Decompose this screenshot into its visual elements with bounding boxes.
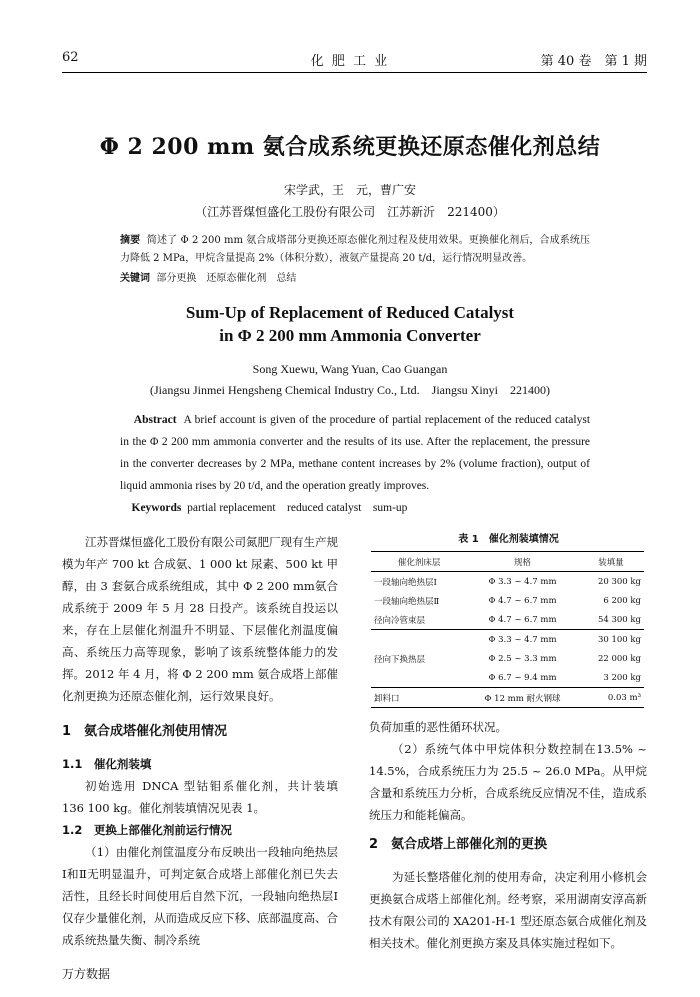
keywords-cn-text: 部分更换 还原态催化剂 总结 bbox=[156, 273, 297, 284]
section-1-1-heading: 1.1 催化剂装填 bbox=[62, 757, 152, 771]
table-cell: Φ 2.5 ~ 3.3 mm bbox=[488, 653, 557, 664]
right-continuation: 负荷加重的恶性循环状况。 bbox=[369, 720, 507, 734]
table-cell: 20 300 kg bbox=[597, 576, 641, 587]
table-cell: 6 200 kg bbox=[603, 595, 641, 606]
table-cell: 22 000 kg bbox=[597, 653, 641, 664]
table-cell: 0.03 m³ bbox=[578, 688, 644, 708]
table-cell: 54 300 kg bbox=[597, 614, 641, 625]
authors-en: Song Xuewu, Wang Yuan, Cao Guangan bbox=[252, 362, 448, 376]
table-row bbox=[371, 630, 644, 650]
table-cell: 卸料口 bbox=[371, 688, 467, 708]
keywords-en-label: Keywords bbox=[131, 502, 182, 514]
affiliation-en: (Jiangsu Jinmei Hengsheng Chemical Industry Co., Ltd. Jiangsu Xinyi 221400) bbox=[150, 383, 550, 397]
journal-name: 化 肥 工 业 bbox=[310, 54, 390, 69]
table-cell: Φ 4.7 ~ 6.7 mm bbox=[488, 595, 557, 606]
table-cell: Φ 6.7 ~ 9.4 mm bbox=[488, 672, 557, 683]
table-cell: Φ 4.7 ~ 6.7 mm bbox=[488, 614, 557, 625]
abstract-cn bbox=[120, 232, 590, 268]
issue-info: 第 40 卷 第 1 期 bbox=[540, 54, 647, 69]
table-cell: Φ 3.3 ~ 4.7 mm bbox=[488, 576, 557, 587]
table-cell: 3 200 kg bbox=[603, 672, 641, 683]
abstract-en-text: A brief account is given of the procedure of partial replacement of the reduced catalyst in the Φ 2 200 mm ammonia converter and the results of its use. After the replacement, the pressure in the converter decreases by 2 MPa, methane content increases by 2% (volume fraction), output of liquid ammonia rises by 20 t/d, and the operation greatly improves. bbox=[120, 414, 591, 492]
affiliation-cn: （江苏晋煤恒盛化工股份有限公司 江苏新沂 221400） bbox=[195, 205, 505, 219]
right-paragraph-2: （2）系统气体中甲烷体积分数控制在13.5% ~ 14.5%，合成系统压力为 25.5 ~ 26.0 MPa。从甲烷含量和系统压力分析，合成系统反应情况不佳，造成系统压力和能耗偏高。 bbox=[369, 742, 647, 822]
table-cell: 30 100 kg bbox=[578, 630, 644, 650]
right-column bbox=[369, 716, 647, 954]
section-2-heading: 2 氨合成塔上部催化剂的更换 bbox=[369, 837, 548, 852]
table-cell: 一段轴向绝热层Ⅱ bbox=[374, 596, 440, 607]
table-header-spec: 规格 bbox=[467, 552, 578, 572]
page-title-en-line1: Sum-Up of Replacement of Reduced Catalyst bbox=[185, 303, 515, 322]
table-header-bed: 催化剂床层 bbox=[371, 552, 467, 572]
keywords-cn-label: 关键词 bbox=[120, 273, 150, 284]
page-title-cn: Φ 2 200 mm 氨合成系统更换还原态催化剂总结 bbox=[99, 134, 601, 160]
header-rule bbox=[62, 72, 647, 73]
table-1 bbox=[371, 530, 646, 708]
footer-watermark: 万方数据 bbox=[62, 967, 111, 981]
abstract-cn-label: 摘要 bbox=[120, 235, 141, 246]
section-1-1-text: 初始选用 DNCA 型钴钼系催化剂，共计装填 136 100 kg。催化剂装填情况见表 1。 bbox=[62, 779, 338, 815]
table-cell: 一段轴向绝热层Ⅰ bbox=[374, 577, 437, 588]
keywords-cn bbox=[120, 270, 590, 288]
abstract-en-label: Abstract bbox=[133, 414, 177, 426]
table-1-grid bbox=[371, 551, 644, 708]
section-1-2-text: （1）由催化剂筐温度分布反映出一段轴向绝热层Ⅰ和Ⅱ无明显温升，可判定氨合成塔上部催化剂已失去活性，且经长时间使用后自然下沉，一段轴向绝热层Ⅰ仅存少量催化剂，从而造成反应下移、底部温度高、合成系统热量失衡、制冷系统 bbox=[62, 845, 338, 947]
table-cell: Φ 12 mm 耐火钢球 bbox=[467, 688, 578, 708]
table-row bbox=[371, 610, 644, 630]
table-row bbox=[371, 572, 644, 592]
authors-cn: 宋学武，王 元，曹广安 bbox=[283, 183, 416, 197]
table-header-amount: 装填量 bbox=[578, 552, 644, 572]
intro-paragraph: 江苏晋煤恒盛化工股份有限公司氮肥厂现有生产规模为年产 700 kt 合成氨、1 000 kt 尿素、500 kt 甲醇，由 3 套氨合成系统组成，其中 Φ 2 200 mm氨合成系统于 2009 年 5 月 28 日投产。该系统自投运以来，存在上层催化剂温升不明显、下层催化剂温度偏高、系统压力高等现象，影响了该系统整体能力的发挥。2012 年 4 月，将 Φ 2 200 mm 氨合成塔上部催化剂更换为还原态催化剂，运行效果良好。 bbox=[62, 535, 338, 703]
keywords-en-text: partial replacement reduced catalyst sum-up bbox=[187, 502, 408, 514]
page-number: 62 bbox=[62, 50, 79, 65]
section-1-2-heading: 1.2 更换上部催化剂前运行情况 bbox=[62, 823, 232, 837]
table-row bbox=[371, 688, 644, 708]
section-1-heading: 1 氨合成塔催化剂使用情况 bbox=[62, 724, 228, 739]
abstract-en bbox=[120, 409, 590, 519]
keywords-en bbox=[120, 497, 590, 519]
table-cell: 径向下换热层 bbox=[371, 630, 467, 688]
left-column bbox=[62, 531, 338, 951]
abstract-cn-text: 简述了 Φ 2 200 mm 氨合成塔部分更换还原态催化剂过程及使用效果。更换催化剂后，合成系统压力降低 2 MPa，甲烷含量提高 2%（体积分数），液氨产量提高 20 t/d，运行情况明显改善。 bbox=[120, 235, 591, 264]
page-title-en-line2: in Φ 2 200 mm Ammonia Converter bbox=[219, 326, 481, 345]
table-1-caption: 表 1 催化剂装填情况 bbox=[458, 534, 559, 545]
table-row bbox=[371, 591, 644, 610]
table-cell: Φ 3.3 ~ 4.7 mm bbox=[467, 630, 578, 650]
section-2-text: 为延长整塔催化剂的使用寿命，决定利用小修机会更换氨合成塔上部催化剂。经考察，采用湖南安淳高新技术有限公司的 XA201-H-1 型还原态氨合成催化剂及相关技术。催化剂更换方案及具体实施过程如下。 bbox=[369, 870, 647, 950]
table-cell: 径向冷管束层 bbox=[374, 615, 426, 626]
